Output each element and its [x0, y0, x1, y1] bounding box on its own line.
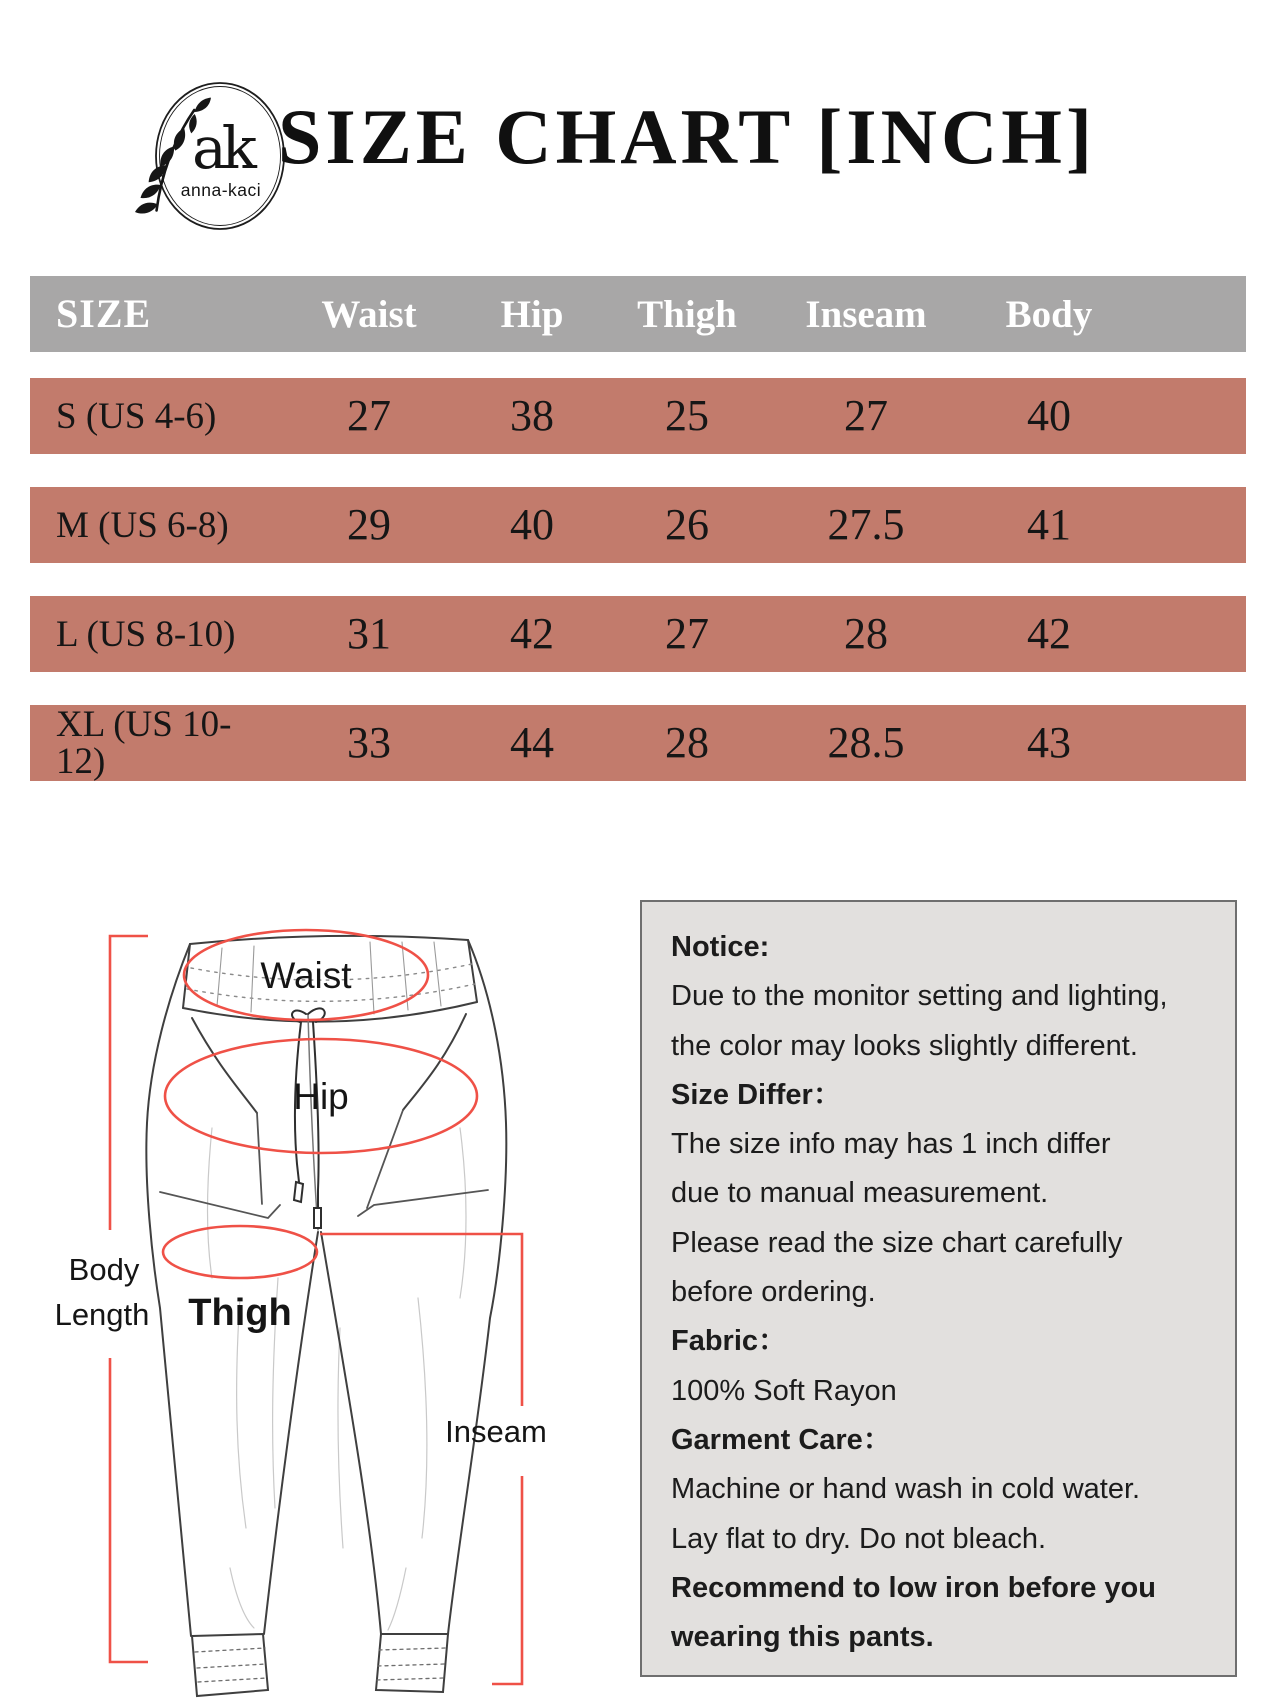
notice-line: The size info may has 1 inch differ — [671, 1128, 1111, 1161]
notice-line: Fabric： — [671, 1325, 788, 1358]
inseam-bracket — [320, 1234, 522, 1684]
notice-line: Garment Care： — [671, 1423, 892, 1456]
page-title: SIZE CHART [INCH] — [278, 93, 1096, 180]
cell-body: 41 — [1027, 500, 1071, 549]
notice-line: Lay flat to dry. Do not bleach. — [671, 1522, 1047, 1555]
row-size-label: L (US 8-10) — [56, 613, 236, 655]
table-row — [30, 705, 1246, 781]
inseam-label: Inseam — [445, 1414, 547, 1449]
cell-hip: 38 — [510, 391, 554, 440]
table-row — [30, 487, 1246, 563]
notice-line: Machine or hand wash in cold water. — [671, 1473, 1141, 1506]
cell-inseam: 28 — [844, 609, 888, 658]
body-length-label-line2: Length — [54, 1297, 150, 1332]
cell-hip: 44 — [510, 718, 554, 767]
cell-body: 40 — [1027, 391, 1071, 440]
waist-label: Waist — [260, 955, 352, 996]
notice-line: 100% Soft Rayon — [671, 1374, 897, 1407]
cell-waist: 33 — [347, 718, 391, 767]
notice-line: the color may looks slightly different. — [671, 1029, 1138, 1062]
column-header-waist: Waist — [321, 292, 417, 336]
hip-label: Hip — [293, 1076, 349, 1117]
cell-hip: 42 — [510, 609, 554, 658]
column-header-hip: Hip — [500, 292, 564, 336]
pants-measurement-diagram — [40, 828, 600, 1700]
table-row — [30, 378, 1246, 454]
column-header-body: Body — [1005, 292, 1093, 336]
body-length-label-line1: Body — [68, 1252, 140, 1287]
cell-thigh: 26 — [665, 500, 709, 549]
notice-line: due to manual measurement. — [671, 1177, 1049, 1210]
cell-hip: 40 — [510, 500, 554, 549]
row-size-label: XL (US 10-12) — [56, 704, 232, 782]
size-table — [30, 276, 1246, 814]
brand-monogram: ak — [192, 114, 252, 182]
cell-waist: 29 — [347, 500, 391, 549]
notice-line: before ordering. — [671, 1276, 876, 1309]
notice-line: Please read the size chart carefully — [671, 1226, 1123, 1259]
row-size-label: M (US 6-8) — [56, 504, 229, 546]
cell-thigh: 25 — [665, 391, 709, 440]
cell-body: 42 — [1027, 609, 1071, 658]
notice-line: Notice: — [671, 931, 770, 963]
cell-inseam: 27 — [844, 391, 888, 440]
notice-box — [640, 900, 1237, 1677]
cell-thigh: 27 — [665, 609, 709, 658]
thigh-measure-ellipse — [163, 1226, 317, 1278]
column-header-size: SIZE — [56, 291, 152, 336]
row-size-label: S (US 4-6) — [56, 395, 217, 437]
cell-body: 43 — [1027, 718, 1071, 767]
table-header-row — [30, 276, 1246, 352]
notice-line: Size Differ： — [671, 1078, 842, 1111]
cell-thigh: 28 — [665, 718, 709, 767]
notice-line: Due to the monitor setting and lighting, — [671, 980, 1168, 1013]
column-header-inseam: Inseam — [805, 292, 927, 336]
column-header-thigh: Thigh — [637, 292, 737, 336]
brand-name: anna-kaci — [180, 180, 262, 200]
thigh-label: Thigh — [188, 1292, 292, 1334]
cell-inseam: 28.5 — [827, 718, 905, 767]
cell-waist: 31 — [347, 609, 391, 658]
notice-line: wearing this pants. — [671, 1621, 934, 1654]
table-row — [30, 596, 1246, 672]
cell-waist: 27 — [347, 391, 391, 440]
notice-line: Recommend to low iron before you — [671, 1571, 1156, 1604]
cell-inseam: 27.5 — [827, 500, 905, 549]
